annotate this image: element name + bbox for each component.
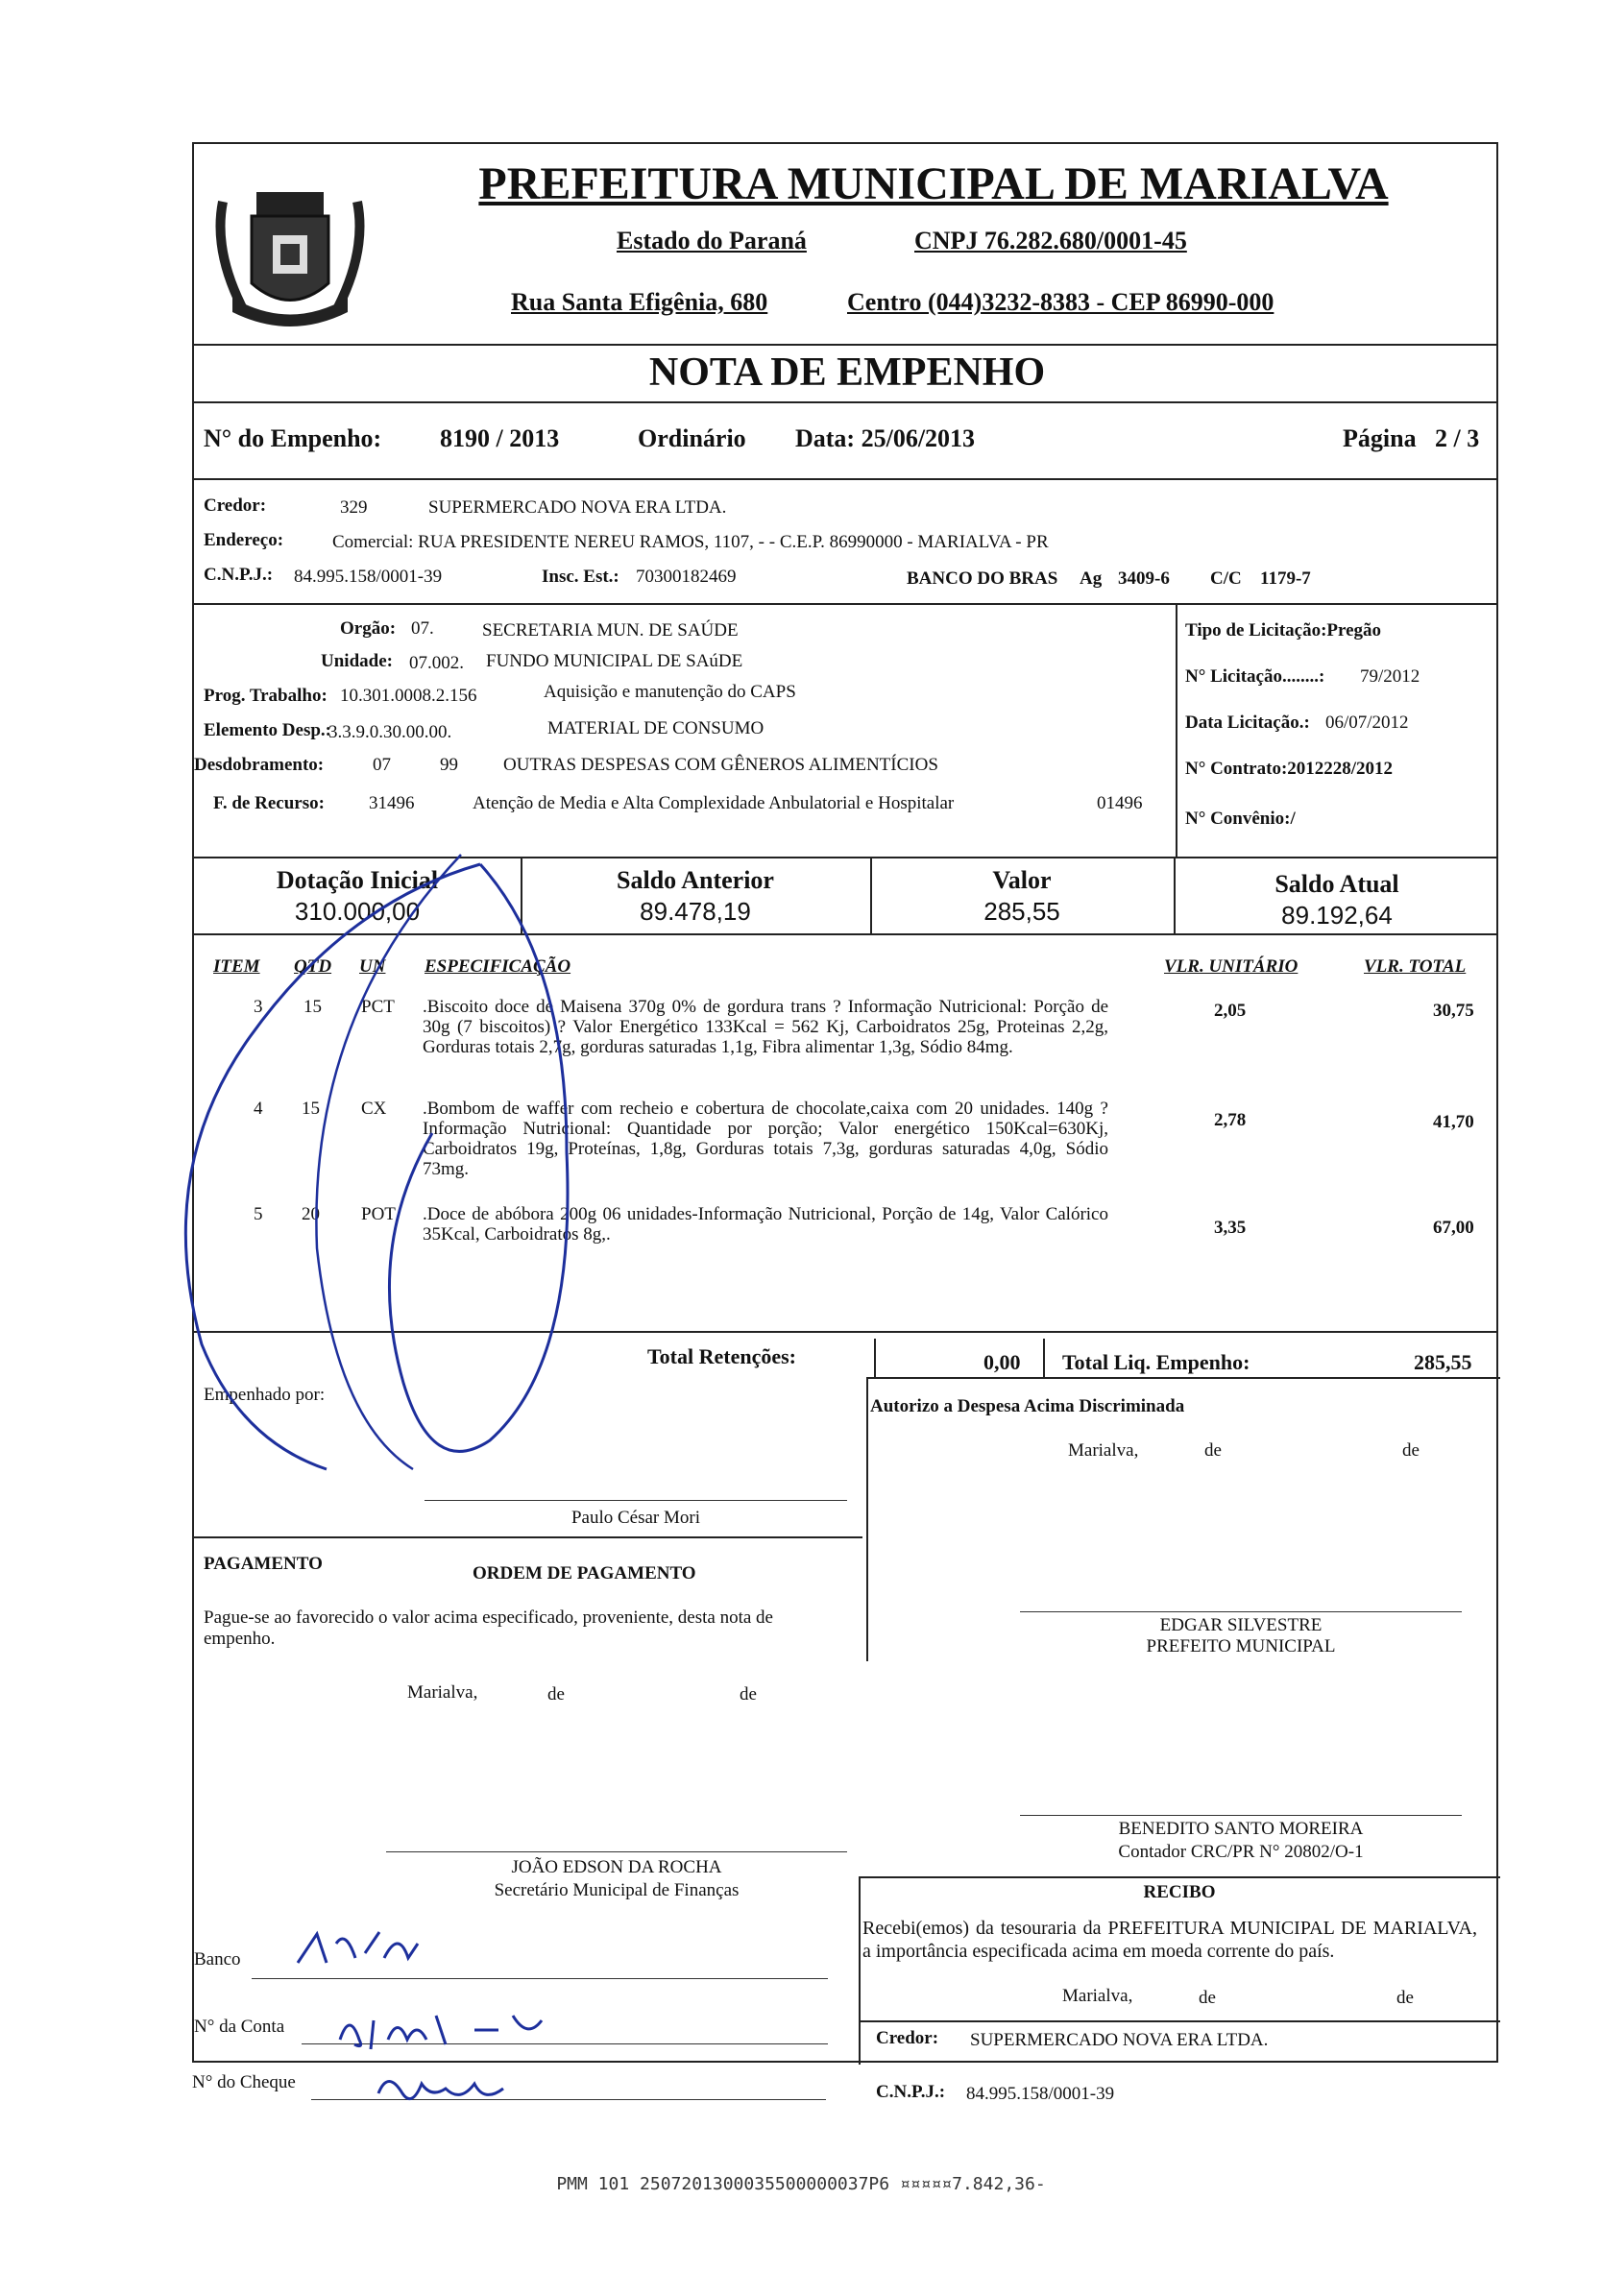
agency-value: 3409-6 [1118, 568, 1170, 589]
empenhado-por-label: Empenhado por: [204, 1385, 326, 1405]
pagamento-text: Pague-se ao favorecido o valor acima especificado, proveniente, desta nota de empenho. [204, 1607, 773, 1649]
item-description: .Biscoito doce de Maisena 370g 0% de gordura trans ? Informação Nutricional: Porção de 30g (7 biscoitos) ? Valor Energético 133Kcal = 562 Kj, Carboidratos 25g, Proteinas 2,2g, Gorduras totais 2,7g, gorduras saturadas 1,1g, Fibra alimentar 1,3g, Sódio 84mg. [423, 997, 1108, 1057]
prefeito-name: EDGAR SILVESTRE [1159, 1615, 1323, 1635]
empenho-number: 8190 / 2013 [440, 424, 560, 452]
page-label: Página [1343, 424, 1417, 452]
endereco-value: Comercial: RUA PRESIDENTE NEREU RAMOS, 1107, - - C.E.P. 86990000 - MARIALVA - PR [332, 532, 1049, 552]
col-qtd-header: QTD [294, 956, 332, 977]
banco-label: Banco [194, 1949, 241, 1970]
recibo-title: RECIBO [1143, 1882, 1216, 1902]
empenho-type: Ordinário [638, 424, 746, 452]
cnpj-label: CNPJ 76.282.680/0001-45 [914, 227, 1187, 254]
data-licitacao: 06/07/2012 [1325, 713, 1409, 733]
doc-title: NOTA DE EMPENHO [648, 350, 1046, 395]
desdobramento-b: 99 [440, 755, 458, 775]
item-total: 30,75 [1433, 1001, 1474, 1021]
col-item-header: ITEM [213, 956, 260, 977]
desdobramento-label: Desdobramento: [194, 755, 325, 775]
recibo-text: Recebi(emos) da tesouraria da PREFEITURA MUNICIPAL DE MARIALVA, a importância especificada acima em moeda corrente do país. [862, 1918, 1477, 1962]
data-licitacao-label: Data Licitação.: [1185, 713, 1310, 733]
handwritten-bank [288, 1924, 432, 1981]
item-unit-price: 2,05 [1214, 1001, 1247, 1021]
recibo-de-1: de [1199, 1988, 1216, 2008]
unidade-code: 07.002. [409, 653, 464, 673]
coat-of-arms-icon [204, 163, 376, 341]
item-number: 4 [254, 1099, 263, 1119]
saldo-anterior-value: 89.478,19 [640, 897, 751, 926]
credor-label: Credor: [204, 495, 267, 516]
empenho-number-label: N° do Empenho: [204, 424, 382, 452]
handwritten-account [330, 2001, 561, 2067]
credor-name: SUPERMERCADO NOVA ERA LTDA. [428, 497, 727, 518]
retencoes-value: 0,00 [983, 1350, 1021, 1374]
empenho-date: Data: 25/06/2013 [795, 424, 976, 452]
cnpj-credor-value: 84.995.158/0001-39 [294, 567, 443, 587]
numero-licitacao: 79/2012 [1360, 666, 1420, 687]
item-description: .Bombom de waffer com recheio e cobertura de chocolate,caixa com 20 unidades. 140g ? Informação Nutricional: Quantidade por porção; Valor energético 150Kcal=630Kj, Carboidratos 19g, Proteínas, 1,8g, Gorduras totais 7,3g, gorduras saturadas 4,0g, Sódio 73mg. [423, 1099, 1108, 1179]
address-label: Rua Santa Efigênia, 680 [511, 288, 768, 316]
autorizo-de-1: de [1204, 1440, 1222, 1461]
empenhado-por-name: Paulo César Mori [570, 1508, 701, 1528]
contador-name: BENEDITO SANTO MOREIRA [1118, 1819, 1364, 1839]
pagamento-city: Marialva, [407, 1682, 478, 1703]
dotacao-value: 310.000,00 [294, 897, 421, 926]
valor-value: 285,55 [983, 897, 1060, 926]
col-spec-header: ESPECIFICAÇÃO [425, 956, 571, 977]
recibo-de-2: de [1396, 1988, 1414, 2008]
cheque-label: N° do Cheque [192, 2072, 296, 2092]
bank-name: BANCO DO BRAS [907, 568, 1058, 589]
valor-label: Valor [992, 866, 1052, 894]
pagamento-label: PAGAMENTO [204, 1554, 323, 1574]
saldo-atual-value: 89.192,64 [1281, 901, 1393, 930]
ordem-pagamento-label: ORDEM DE PAGAMENTO [473, 1563, 696, 1583]
tipo-licitacao: Tipo de Licitação:Pregão [1185, 620, 1382, 640]
insc-label: Insc. Est.: [542, 567, 619, 587]
item-unit-price: 3,35 [1214, 1218, 1247, 1238]
account-label: C/C [1210, 568, 1242, 589]
retencoes-label: Total Retenções: [647, 1344, 796, 1368]
item-total: 67,00 [1433, 1218, 1474, 1238]
elemento-code: 3.3.9.0.30.00.00. [328, 722, 452, 742]
recibo-credor-label: Credor: [876, 2028, 939, 2048]
item-qtd: 15 [302, 1099, 320, 1119]
numero-licitacao-label: N° Licitação........: [1185, 666, 1325, 687]
prefeitura-title: PREFEITURA MUNICIPAL DE MARIALVA [478, 158, 1389, 209]
recurso-code-2: 01496 [1097, 793, 1143, 813]
pagamento-de-2: de [740, 1684, 757, 1704]
handwritten-cheque [369, 2065, 513, 2121]
state-label: Estado do Paraná [617, 227, 807, 254]
item-unit-type: POT [361, 1204, 396, 1224]
desdobramento-a: 07 [373, 755, 391, 775]
contrato-label: N° Contrato:2012228/2012 [1185, 759, 1394, 779]
recibo-cnpj-value: 84.995.158/0001-39 [966, 2084, 1115, 2104]
recurso-code: 31496 [369, 793, 415, 813]
insc-value: 70300182469 [636, 567, 737, 587]
convenio-label: N° Convênio:/ [1185, 809, 1296, 829]
unidade-label: Unidade: [321, 651, 393, 671]
item-description: .Doce de abóbora 200g 06 unidades-Informação Nutricional, Porção de 14g, Valor Calórico 35Kcal, Carboidratos 8g,. [423, 1204, 1108, 1245]
unidade-name: FUNDO MUNICIPAL DE SAúDE [486, 651, 743, 671]
autorizo-de-2: de [1402, 1440, 1420, 1461]
secretario-role: Secretário Municipal de Finanças [494, 1880, 740, 1900]
conta-label: N° da Conta [194, 2017, 285, 2037]
col-total-header: VLR. TOTAL [1364, 956, 1467, 977]
prefeito-role: PREFEITO MUNICIPAL [1146, 1636, 1336, 1656]
item-unit-type: PCT [361, 997, 395, 1017]
item-number: 3 [254, 997, 263, 1017]
item-qtd: 20 [302, 1204, 320, 1224]
liq-empenho-value: 285,55 [1414, 1350, 1472, 1374]
saldo-anterior-label: Saldo Anterior [617, 866, 774, 894]
recibo-credor-name: SUPERMERCADO NOVA ERA LTDA. [970, 2030, 1269, 2050]
orgao-name: SECRETARIA MUN. DE SAÚDE [482, 620, 739, 640]
footer-code: PMM 101 2507201300035500000037P6 ¤¤¤¤¤7.842,36- [556, 2174, 1046, 2194]
cnpj-credor-label: C.N.P.J.: [204, 565, 274, 585]
col-un-header: UN [359, 956, 386, 977]
contador-crc: Contador CRC/PR N° 20802/O-1 [1118, 1842, 1364, 1862]
recurso-name: Atenção de Media e Alta Complexidade Anbulatorial e Hospitalar [473, 793, 955, 813]
item-unit-price: 2,78 [1214, 1110, 1247, 1130]
pen-scribble-icon [115, 845, 615, 1522]
item-total: 41,70 [1433, 1112, 1474, 1132]
desdobramento-name: OUTRAS DESPESAS COM GÊNEROS ALIMENTÍCIOS [503, 755, 938, 775]
recibo-city: Marialva, [1062, 1986, 1133, 2006]
agency-label: Ag [1080, 568, 1103, 589]
prog-name: Aquisição e manutenção do CAPS [544, 682, 796, 702]
prog-code: 10.301.0008.2.156 [340, 686, 477, 706]
orgao-code: 07. [411, 618, 434, 639]
pagamento-de-1: de [547, 1684, 565, 1704]
autorizo-label: Autorizo a Despesa Acima Discriminada [870, 1396, 1185, 1416]
recurso-label: F. de Recurso: [213, 793, 325, 813]
page-number: 2 / 3 [1435, 424, 1480, 452]
elemento-name: MATERIAL DE CONSUMO [547, 718, 765, 738]
saldo-atual-label: Saldo Atual [1274, 870, 1399, 898]
secretario-name: JOÃO EDSON DA ROCHA [511, 1857, 722, 1877]
credor-code: 329 [340, 497, 368, 518]
item-number: 5 [254, 1204, 263, 1224]
item-qtd: 15 [303, 997, 322, 1017]
autorizo-city: Marialva, [1068, 1440, 1139, 1461]
dotacao-label: Dotação Inicial [276, 866, 439, 894]
orgao-label: Orgão: [340, 618, 397, 639]
endereco-label: Endereço: [204, 530, 284, 550]
item-unit-type: CX [361, 1099, 387, 1119]
liq-empenho-label: Total Liq. Empenho: [1062, 1350, 1250, 1374]
elemento-label: Elemento Desp.: [204, 720, 331, 740]
prog-label: Prog. Trabalho: [204, 686, 328, 706]
phone-cep-label: Centro (044)3232-8383 - CEP 86990-000 [847, 288, 1274, 316]
recibo-cnpj-label: C.N.P.J.: [876, 2082, 946, 2102]
account-value: 1179-7 [1260, 568, 1311, 589]
col-unit-header: VLR. UNITÁRIO [1164, 956, 1299, 977]
